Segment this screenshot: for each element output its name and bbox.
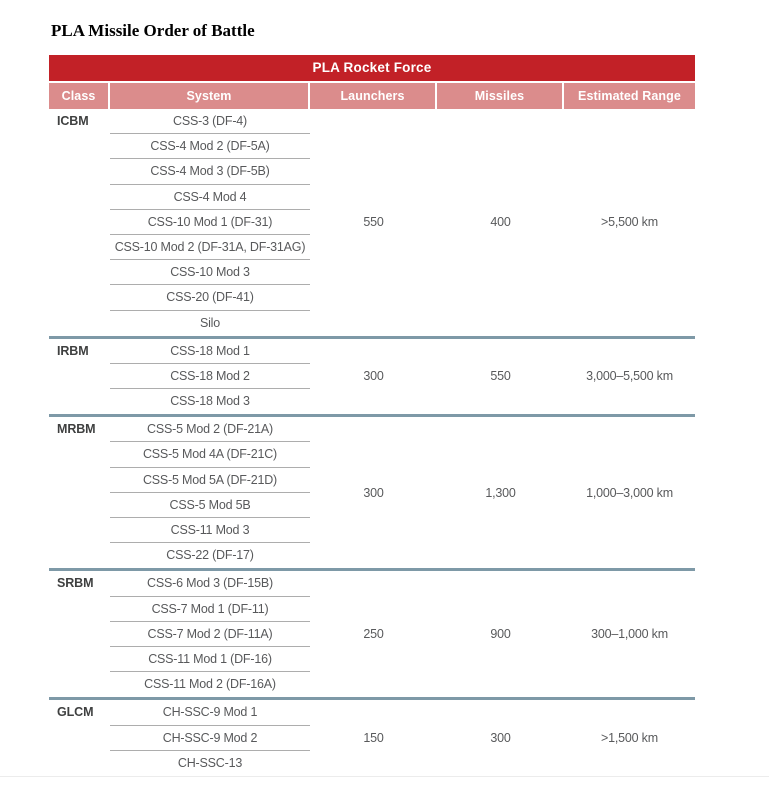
system-cell: CSS-7 Mod 1 (DF-11): [110, 597, 310, 622]
launchers-value: 300: [363, 369, 384, 384]
table-title-bar: PLA Rocket Force: [49, 55, 695, 81]
system-column: [110, 339, 310, 415]
missiles-value: 400: [490, 215, 511, 230]
system-cell: CSS-22 (DF-17): [166, 548, 254, 563]
system-cell: CSS-18 Mod 2: [110, 364, 310, 389]
column-header-class: Class: [49, 83, 110, 109]
system-cell: CSS-11 Mod 2 (DF-16A): [144, 677, 276, 692]
missiles-value: 300: [490, 731, 511, 746]
estimated-range-value: >5,500 km: [601, 215, 658, 230]
system-cell: CSS-4 Mod 4: [110, 185, 310, 210]
launchers-value: 250: [363, 627, 384, 642]
class-label: IRBM: [57, 343, 89, 358]
missiles-value: 550: [490, 369, 511, 384]
system-column: [110, 700, 310, 776]
system-cell: CSS-4 Mod 2 (DF-5A): [110, 134, 310, 159]
column-header-missiles: Missiles: [437, 83, 564, 109]
class-label: ICBM: [57, 114, 89, 128]
column-header-system: System: [110, 83, 310, 109]
system-column: [110, 571, 310, 697]
system-cell: CH-SSC-9 Mod 1: [110, 700, 310, 725]
table-body: [49, 109, 695, 776]
system-cell: CSS-5 Mod 5A (DF-21D): [110, 468, 310, 493]
estimated-range-value: 300–1,000 km: [591, 627, 668, 642]
class-label: GLCM: [57, 705, 94, 720]
missiles-value: 1,300: [485, 485, 516, 500]
launchers-value: 150: [363, 731, 384, 746]
class-section-irbm: [49, 336, 695, 415]
launchers-value: 300: [363, 485, 384, 500]
system-cell: CSS-10 Mod 2 (DF-31A, DF-31AG): [110, 235, 310, 260]
system-column: [110, 109, 310, 336]
missile-order-of-battle-table: [49, 55, 695, 776]
system-cell: CSS-18 Mod 3: [170, 394, 250, 409]
system-cell: CSS-5 Mod 2 (DF-21A): [110, 417, 310, 442]
column-header-launchers: Launchers: [310, 83, 437, 109]
estimated-range-value: >1,500 km: [601, 731, 658, 746]
system-cell: CSS-4 Mod 3 (DF-5B): [110, 159, 310, 184]
system-column: [110, 417, 310, 568]
system-cell: CSS-20 (DF-41): [110, 285, 310, 310]
estimated-range-value: 1,000–3,000 km: [586, 485, 673, 500]
class-section-mrbm: [49, 414, 695, 568]
system-cell: CSS-5 Mod 4A (DF-21C): [110, 442, 310, 467]
class-section-icbm: [49, 109, 695, 336]
system-cell: CSS-5 Mod 5B: [110, 493, 310, 518]
class-label: MRBM: [57, 422, 96, 437]
system-cell: CSS-10 Mod 3: [110, 260, 310, 285]
system-cell: CSS-3 (DF-4): [110, 109, 310, 134]
system-cell: CSS-18 Mod 1: [110, 339, 310, 364]
missiles-value: 900: [490, 627, 511, 642]
class-label: SRBM: [57, 576, 94, 591]
system-cell: CSS-10 Mod 1 (DF-31): [110, 210, 310, 235]
class-section-glcm: [49, 697, 695, 776]
table-header-row: [49, 83, 695, 109]
system-cell: CSS-7 Mod 2 (DF-11A): [110, 622, 310, 647]
system-cell: Silo: [199, 315, 221, 330]
system-cell: CH-SSC-9 Mod 2: [110, 726, 310, 751]
system-cell: CSS-6 Mod 3 (DF-15B): [110, 571, 310, 596]
estimated-range-value: 3,000–5,500 km: [586, 369, 673, 384]
column-header-estimated-range: Estimated Range: [564, 83, 695, 109]
page-bottom-divider: [0, 776, 769, 777]
system-cell: CH-SSC-13: [177, 755, 243, 770]
launchers-value: 550: [363, 215, 384, 230]
class-section-srbm: [49, 568, 695, 697]
system-cell: CSS-11 Mod 1 (DF-16): [110, 647, 310, 672]
page-title: PLA Missile Order of Battle: [51, 21, 255, 40]
system-cell: CSS-11 Mod 3: [110, 518, 310, 543]
